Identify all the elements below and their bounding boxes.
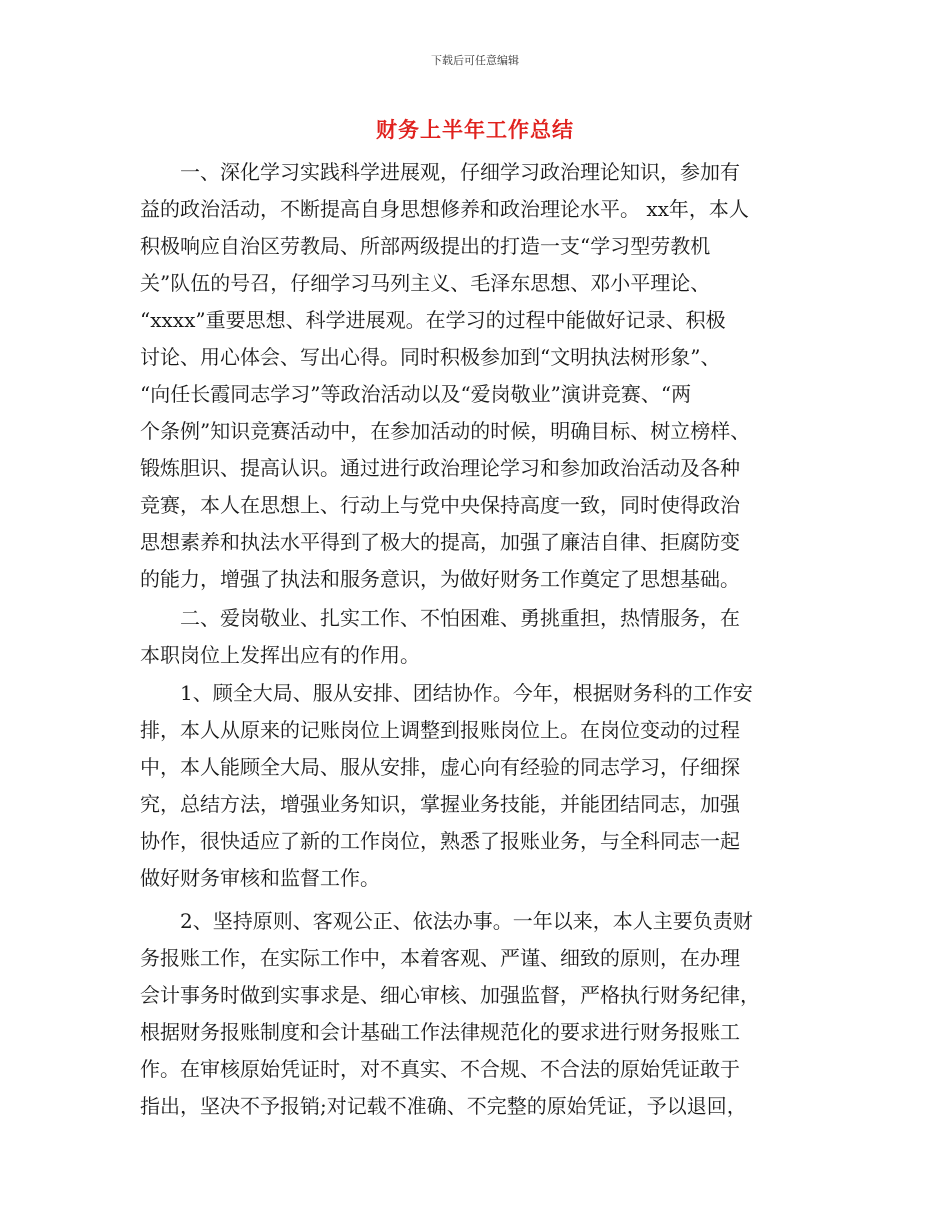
body-line: 1、顾全大局、服从安排、团结协作。今年，根据财务科的工作安 [140,681,753,705]
body-line: 排，本人从原来的记账岗位上调整到报账岗位上。在岗位变动的过程 [140,718,740,742]
body-line: 作。在审核原始凭证时，对不真实、不合规、不合法的原始凭证敢于 [140,1057,740,1081]
body-line: 的能力，增强了执法和服务意识，为做好财务工作奠定了思想基础。 [140,567,740,591]
body-line: 二、爱岗敬业、扎实工作、不怕困难、勇挑重担，热情服务，在 [140,606,740,630]
body-line: “向任长霞同志学习”等政治活动以及“爱岗敬业”演讲竞赛、“两 [140,382,692,406]
body-line: 根据财务报账制度和会计基础工作法律规范化的要求进行财务报账工 [140,1020,740,1044]
body-line: 一、深化学习实践科学进展观，仔细学习政治理论知识，参加有 [140,160,740,184]
body-line: 锻炼胆识、提高认识。通过进行政治理论学习和参加政治活动及各种 [140,456,740,480]
body-line: 益的政治活动，不断提高自身思想修养和政治理论水平。 xx年，本人 [140,197,749,221]
body-line: 积极响应自治区劳教局、所部两级提出的打造一支“学习型劳教机 [140,234,711,258]
body-line: 指出，坚决不予报销;对记载不准确、不完整的原始凭证，予以退回， [140,1094,747,1118]
body-line: 本职岗位上发挥出应有的作用。 [140,643,420,667]
body-line: 中，本人能顾全大局、服从安排，虚心向有经验的同志学习，仔细探 [140,755,740,779]
body-line: 个条例”知识竞赛活动中，在参加活动的时候，明确目标、树立榜样、 [140,419,751,443]
body-line: 思想素养和执法水平得到了极大的提高，加强了廉洁自律、拒腐防变 [140,530,740,554]
body-line: 做好财务审核和监督工作。 [140,866,380,890]
body-line: 讨论、用心体会、写出心得。同时积极参加到“文明执法树形象”、 [140,345,721,369]
body-line: 2、坚持原则、客观公正、依法办事。一年以来，本人主要负责财 [140,909,753,933]
body-line: 协作，很快适应了新的工作岗位，熟悉了报账业务，与全科同志一起 [140,829,740,853]
document-title: 财务上半年工作总结 [376,117,574,142]
header-note: 下载后可任意编辑 [431,54,519,67]
body-line: 关”队伍的号召，仔细学习马列主义、毛泽东思想、邓小平理论、 [140,271,711,295]
body-line: 会计事务时做到实事求是、细心审核、加强监督，严格执行财务纪律， [140,983,760,1007]
body-line: 究，总结方法，增强业务知识，掌握业务技能，并能团结同志，加强 [140,792,740,816]
body-line: 竞赛，本人在思想上、行动上与党中央保持高度一致，同时使得政治 [140,493,740,517]
body-line: “xxxx”重要思想、科学进展观。在学习的过程中能做好记录、积极 [140,308,726,332]
body-line: 务报账工作，在实际工作中，本着客观、严谨、细致的原则，在办理 [140,946,740,970]
